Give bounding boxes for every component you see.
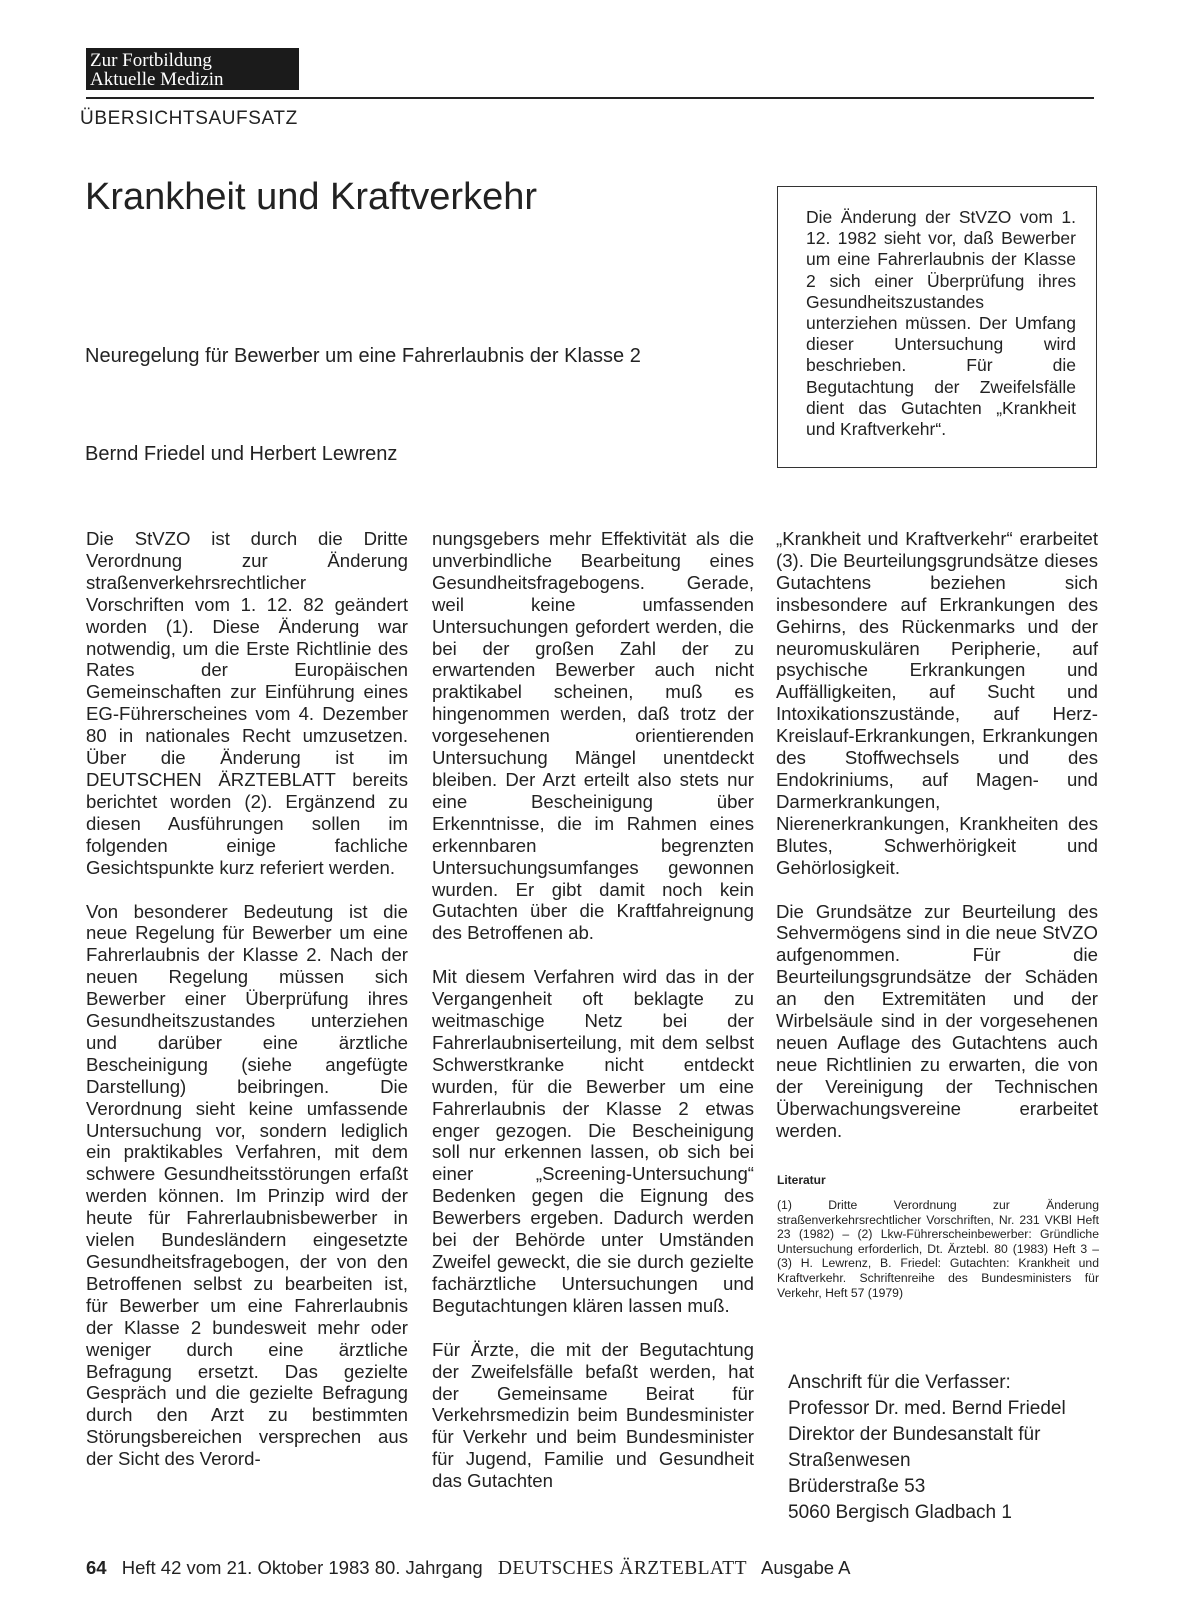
address-line: Straßenwesen: [788, 1450, 911, 1471]
article-subtitle: Neuregelung für Bewerber um eine Fahrerlaubnis der Klasse 2: [85, 345, 641, 367]
article-title: Krankheit und Kraftverkehr: [85, 176, 538, 218]
author-address: [788, 1370, 1066, 1526]
badge-line-2: Aktuelle Medizin: [90, 69, 224, 90]
journal-name: DEUTSCHES ÄRZTEBLATT: [497, 1558, 747, 1579]
body-column-2: [432, 528, 754, 1492]
page-number: 64: [86, 1557, 107, 1578]
paragraph: Für Ärzte, die mit der Begutachtung der Zweifelsfälle befaßt werden, hat der Gemeinsame Beirat für Verkehrsmedizin beim Bundesminister für Verkehr und beim Bundesminister für Jugend, Familie und Gesundheit das Gutachten: [432, 1338, 754, 1492]
header-rule: [86, 97, 1094, 99]
article-authors: Bernd Friedel und Herbert Lewrenz: [85, 443, 398, 465]
body-column-3: [776, 528, 1098, 1141]
page-footer: [86, 1557, 851, 1580]
abstract-box: Die Änderung der StVZO vom 1. 12. 1982 sieht vor, daß Bewerber um eine Fahrerlaubnis der Klasse 2 sich einer Überprüfung ihres Gesundheitszustandes unterziehen müssen. Der Umfang dieser Untersuchung wird beschrieben. Für die Begutachtung der Zweifelsfälle dient das Gutachten „Krankheit und Kraftverkehr“.: [777, 186, 1097, 468]
paragraph: Die Grundsätze zur Beurteilung des Sehvermögens sind in die neue StVZO aufgenommen. Für die Beurteilungsgrundsätze der Schäden an den Extremitäten und der Wirbelsäule sind in der vorgesehenen neuen Auflage des Gutachtens auch neue Richtlinien zu erwarten, die von der Vereinigung der Technischen Überwachungsvereine erarbeitet werden.: [776, 900, 1098, 1141]
section-badge: [86, 48, 299, 90]
paragraph: Die StVZO ist durch die Dritte Verordnung zur Änderung straßenverkehrsrechtlicher Vorschriften vom 1. 12. 82 geändert worden (1). Diese Änderung war notwendig, um die Erste Richtlinie des Rates der Europäischen Gemeinschaften zur Einführung eines EG-Führerscheines vom 4. Dezember 80 in nationales Recht umzusetzen. Über die Änderung ist im DEUTSCHEN ÄRZTEBLATT bereits berichtet worden (2). Ergänzend zu diesen Ausführungen sollen im folgenden einige fachliche Gesichtspunkte kurz referiert werden.: [86, 528, 408, 878]
literature-references: (1) Dritte Verordnung zur Änderung straßenverkehrsrechtlicher Vorschriften, Nr. 231 VKBl Heft 23 (1982) – (2) Lkw-Führerscheinbewerber: Gründliche Untersuchung erforderlich, Dt. Ärztebl. 80 (1983) Heft 3 – (3) H. Lewrenz, B. Friedel: Gutachten: Krankheit und Kraftverkehr. Schriftenreihe des Bundesministers für Verkehr, Heft 57 (1979): [777, 1198, 1099, 1300]
literature-heading: Literatur: [777, 1173, 826, 1187]
issue-info: Heft 42 vom 21. Oktober 1983 80. Jahrgang: [121, 1557, 483, 1578]
address-line: Professor Dr. med. Bernd Friedel: [788, 1398, 1066, 1419]
address-line: Anschrift für die Verfasser:: [788, 1372, 1011, 1393]
paragraph: Mit diesem Verfahren wird das in der Vergangenheit oft beklagte zu weitmaschige Netz bei der Fahrerlaubniserteilung, mit dem selbst Schwerstkranke nicht entdeckt wurden, für die Bewerber um eine Fahrerlaubnis der Klasse 2 etwas enger gezogen. Die Bescheinigung soll nur erkennen lassen, ob sich bei einer „Screening-Untersuchung“ Bedenken gegen die Eignung des Bewerbers ergeben. Dadurch werden bei der Behörde unter Umständen Zweifel geweckt, die sie durch gezielte fachärztliche Untersuchungen und Begutachtungen klären lassen muß.: [432, 966, 754, 1316]
address-line: 5060 Bergisch Gladbach 1: [788, 1502, 1012, 1523]
badge-line-1: Zur Fortbildung: [90, 50, 212, 71]
edition: Ausgabe A: [761, 1557, 851, 1578]
address-line: Direktor der Bundesanstalt für: [788, 1424, 1041, 1445]
address-line: Brüderstraße 53: [788, 1476, 926, 1497]
body-column-1: [86, 528, 408, 1470]
paragraph: Von besonderer Bedeutung ist die neue Regelung für Bewerber um eine Fahrerlaubnis der Klasse 2. Nach der neuen Regelung müssen sich Bewerber einer Überprüfung ihres Gesundheitszustandes unterziehen und darüber eine ärztliche Bescheinigung (siehe angefügte Darstellung) beibringen. Die Verordnung sieht keine umfassende Untersuchung vor, sondern lediglich ein praktikables Verfahren, mit dem schwere Gesundheitsstörungen erfaßt werden können. Im Prinzip wird der heute für Fahrerlaubnisbewerber in vielen Bundesländern eingesetzte Gesundheitsfragebogen, der von den Betroffenen selbst zu bearbeiten ist, für Bewerber um eine Fahrerlaubnis der Klasse 2 bundesweit mehr oder weniger durch eine ärztliche Befragung ersetzt. Das gezielte Gespräch und die gezielte Befragung durch den Arzt zu bestimmten Störungsbereichen versprechen aus der Sicht des Verord-: [86, 900, 408, 1470]
paragraph: „Krankheit und Kraftverkehr“ erarbeitet (3). Die Beurteilungsgrundsätze dieses Gutachtens beziehen sich insbesondere auf Erkrankungen des Gehirns, des Rückenmarks und der neuromuskulären Peripherie, auf psychische Erkrankungen und Auffälligkeiten, auf Sucht und Intoxikationszustände, auf Herz-Kreislauf-Erkrankungen, Erkrankungen des Stoffwechsels und des Endokriniums, auf Magen- und Darmerkrankungen, Nierenerkrankungen, Krankheiten des Blutes, Schwerhörigkeit und Gehörlosigkeit.: [776, 528, 1098, 878]
section-label: ÜBERSICHTSAUFSATZ: [80, 108, 298, 129]
paragraph: nungsgebers mehr Effektivität als die unverbindliche Bearbeitung eines Gesundheitsfragebogens. Gerade, weil keine umfassenden Untersuchungen gefordert werden, die bei der großen Zahl der zu erwartenden Bewerber auch nicht praktikabel scheinen, muß es hingenommen werden, daß trotz der vorgesehenen orientierenden Untersuchung Mängel unentdeckt bleiben. Der Arzt erteilt also stets nur eine Bescheinigung über Erkenntnisse, die im Rahmen eines erkennbaren begrenzten Untersuchungsumfanges gewonnen wurden. Er gibt damit noch kein Gutachten über die Kraftfahreignung des Betroffenen ab.: [432, 528, 754, 944]
